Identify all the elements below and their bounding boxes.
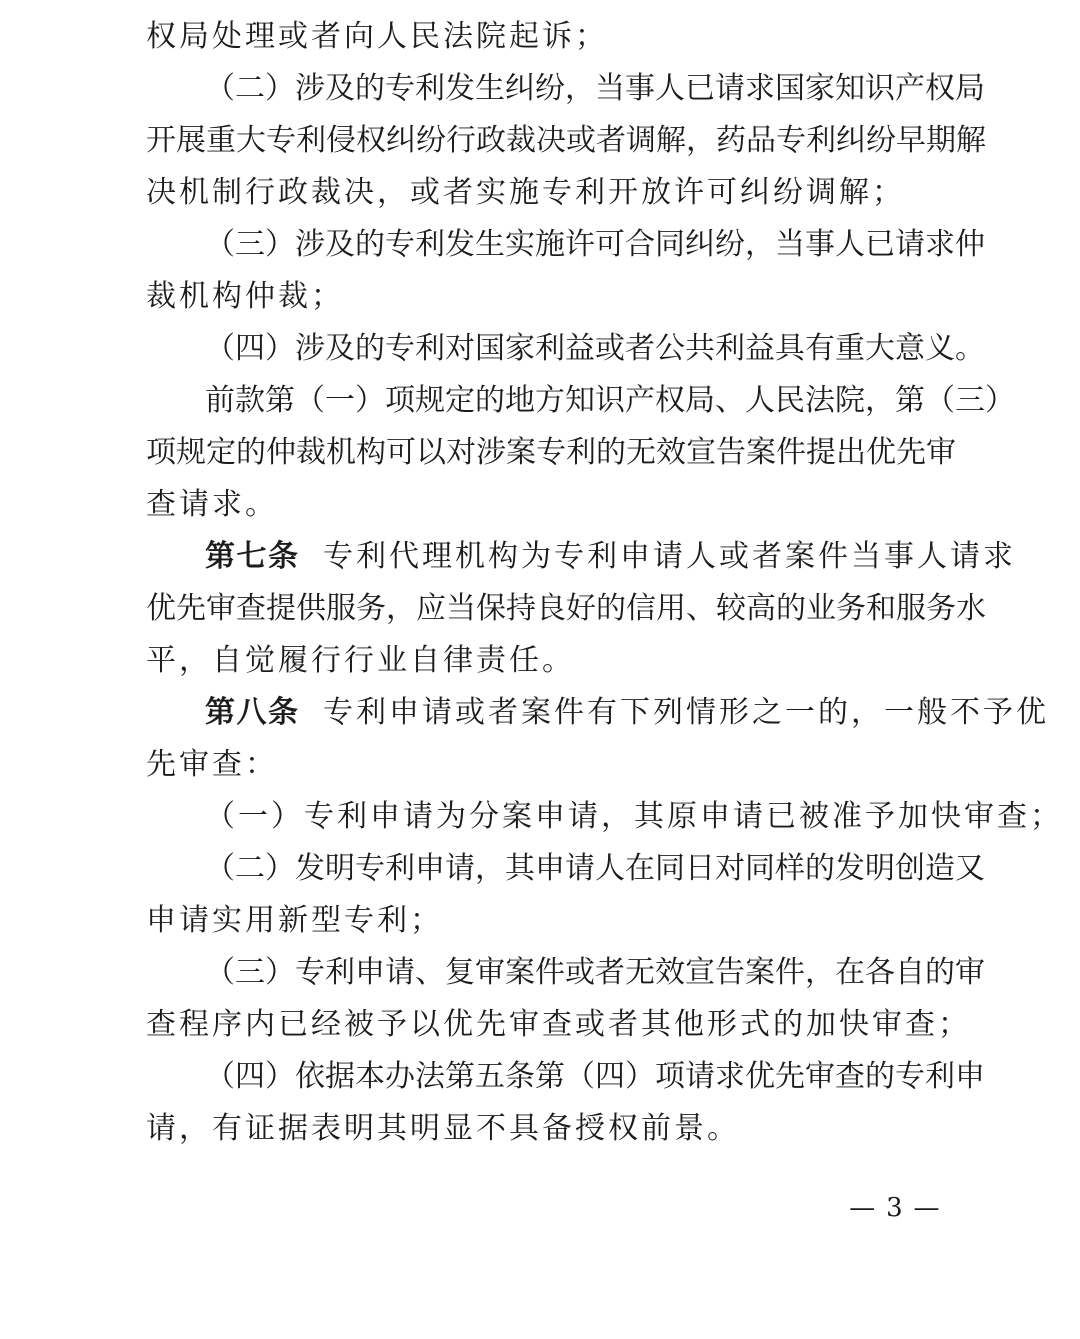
text-line: （四）依据本办法第五条第（四）项请求优先审查的专利申 xyxy=(205,1059,985,1094)
page-number: — 3 — xyxy=(849,1193,941,1223)
text-line: 查请求。 xyxy=(146,487,278,522)
text-line: 项规定的仲裁机构可以对涉案专利的无效宣告案件提出优先审 xyxy=(146,435,956,470)
text-line: （三）专利申请、复审案件或者无效宣告案件，在各自的审 xyxy=(205,955,985,990)
text-line: 专利申请或者案件有下列情形之一的，一般不予优 xyxy=(323,695,1049,730)
text-line: 权局处理或者向人民法院起诉； xyxy=(146,19,608,54)
article-8-first-line xyxy=(205,695,1049,730)
text-line: 前款第（一）项规定的地方知识产权局、人民法院，第（三） xyxy=(205,383,1015,418)
article-7-heading: 第七条 xyxy=(205,539,300,574)
text-line: （二）涉及的专利发生纠纷，当事人已请求国家知识产权局 xyxy=(205,71,985,106)
text-line: 决机制行政裁决，或者实施专利开放许可纠纷调解； xyxy=(146,175,905,210)
text-line: 请，有证据表明其明显不具备授权前景。 xyxy=(146,1111,740,1146)
text-line: 先审查： xyxy=(146,747,278,782)
text-line: （二）发明专利申请，其申请人在同日对同样的发明创造又 xyxy=(205,851,985,886)
text-line: 开展重大专利侵权纠纷行政裁决或者调解，药品专利纠纷早期解 xyxy=(146,123,986,158)
text-line: 专利代理机构为专利申请人或者案件当事人请求 xyxy=(323,539,1016,574)
text-line: 申请实用新型专利； xyxy=(146,903,443,938)
article-8-heading: 第八条 xyxy=(205,695,300,730)
text-line: 裁机构仲裁； xyxy=(146,279,344,314)
article-7-first-line xyxy=(205,539,1016,574)
text-line: 平，自觉履行行业自律责任。 xyxy=(146,643,575,678)
text-line: 查程序内已经被予以优先审查或者其他形式的加快审查； xyxy=(146,1007,971,1042)
text-line: （三）涉及的专利发生实施许可合同纠纷，当事人已请求仲 xyxy=(205,227,985,262)
text-line: （一）专利申请为分案申请，其原申请已被准予加快审查； xyxy=(205,799,1063,834)
text-line: （四）涉及的专利对国家利益或者公共利益具有重大意义。 xyxy=(205,331,985,366)
text-line: 优先审查提供服务，应当保持良好的信用、较高的业务和服务水 xyxy=(146,591,986,626)
